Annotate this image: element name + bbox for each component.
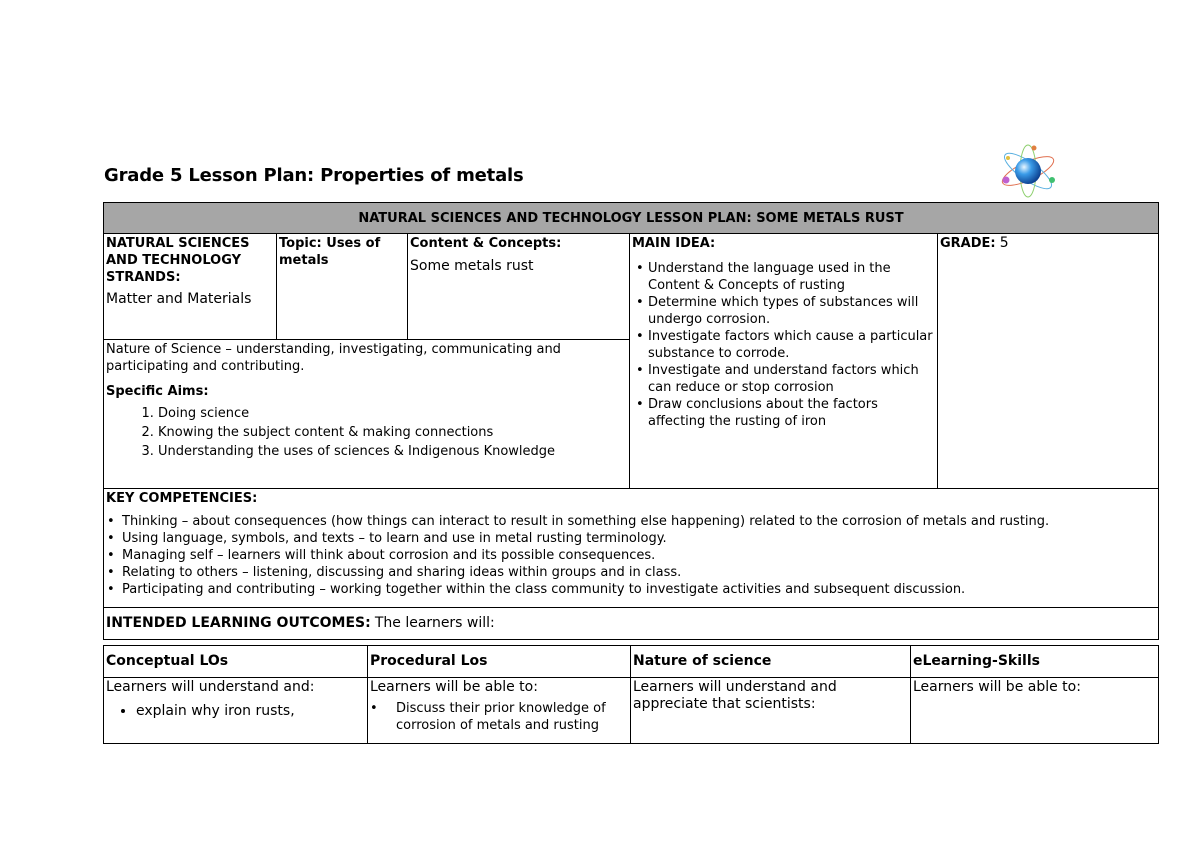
procedural-list [370, 700, 628, 734]
key-competencies-cell [104, 489, 1159, 608]
outcomes-table [103, 645, 1159, 744]
list-item: 1. Doing science [158, 404, 627, 423]
specific-aims-list [106, 404, 627, 461]
list-item: • Investigate factors which cause a particular substance to corrode. [632, 328, 935, 362]
main-idea-cell [630, 234, 938, 489]
specific-aims-label: Specific Aims: [106, 384, 209, 399]
list-item: • Discuss their prior knowledge of corrosion of metals and rusting [370, 700, 628, 734]
lesson-plan-table [103, 202, 1159, 640]
column-header-procedural: Procedural Los [368, 646, 631, 678]
list-item: • Managing self – learners will think about corrosion and its possible consequences. [106, 547, 1156, 564]
table-header: NATURAL SCIENCES AND TECHNOLOGY LESSON PLAN: SOME METALS RUST [104, 203, 1159, 234]
procedural-cell [368, 678, 631, 744]
list-item: • Understand the language used in the Content & Concepts of rusting [632, 260, 935, 294]
conceptual-cell [104, 678, 368, 744]
content-cell [408, 234, 630, 340]
list-item: • Thinking – about consequences (how things can interact to result in something else happening) related to the corrosion of metals and rusting. [106, 513, 1156, 530]
nature-of-science-outcome-cell [631, 678, 911, 744]
page-title: Grade 5 Lesson Plan: Properties of metals [104, 165, 524, 186]
nature-text: Nature of Science – understanding, investigating, communicating and participating and contributing. [106, 342, 561, 374]
list-item: 3. Understanding the uses of sciences & Indigenous Knowledge [158, 442, 627, 461]
conceptual-intro: Learners will understand and: [106, 679, 315, 695]
strands-label: NATURAL SCIENCES AND TECHNOLOGY STRANDS: [106, 236, 250, 285]
list-item: • Investigate and understand factors which can reduce or stop corrosion [632, 362, 935, 396]
atom-icon [996, 140, 1060, 202]
procedural-intro: Learners will be able to: [370, 679, 538, 695]
list-item: • Participating and contributing – working together within the class community to investigate activities and subsequent discussion. [106, 581, 1156, 598]
nature-outcome-intro: Learners will understand and appreciate that scientists: [633, 679, 837, 712]
strands-cell [104, 234, 277, 340]
column-header-conceptual: Conceptual LOs [104, 646, 368, 678]
content-label: Content & Concepts: [410, 236, 562, 251]
outcomes-cell [104, 608, 1159, 640]
list-item: • Using language, symbols, and texts – to learn and use in metal rusting terminology. [106, 530, 1156, 547]
elearning-cell [911, 678, 1159, 744]
conceptual-list [106, 702, 365, 720]
competencies-label: KEY COMPETENCIES: [106, 491, 258, 506]
grade-cell [938, 234, 1159, 489]
list-item: • Determine which types of substances will undergo corrosion. [632, 294, 935, 328]
main-idea-list [632, 260, 935, 430]
list-item: • Draw conclusions about the factors affecting the rusting of iron [632, 396, 935, 430]
content-value: Some metals rust [410, 258, 534, 274]
list-item: • explain why iron rusts, [136, 702, 365, 720]
topic-cell [277, 234, 408, 340]
competencies-list [106, 513, 1156, 598]
grade-label: GRADE: [940, 236, 996, 251]
nature-of-science-cell [104, 340, 630, 489]
column-header-elearning: eLearning-Skills [911, 646, 1159, 678]
elearning-intro: Learners will be able to: [913, 679, 1081, 695]
main-idea-label: MAIN IDEA: [632, 236, 716, 251]
list-item: 2. Knowing the subject content & making connections [158, 423, 627, 442]
outcomes-text: The learners will: [374, 615, 495, 631]
list-item: • Relating to others – listening, discussing and sharing ideas within groups and in class. [106, 564, 1156, 581]
column-header-nature: Nature of science [631, 646, 911, 678]
grade-value: 5 [999, 235, 1009, 251]
strands-value: Matter and Materials [106, 291, 252, 307]
topic-label: Topic: Uses of metals [279, 236, 381, 268]
outcomes-label: INTENDED LEARNING OUTCOMES: [106, 615, 371, 631]
